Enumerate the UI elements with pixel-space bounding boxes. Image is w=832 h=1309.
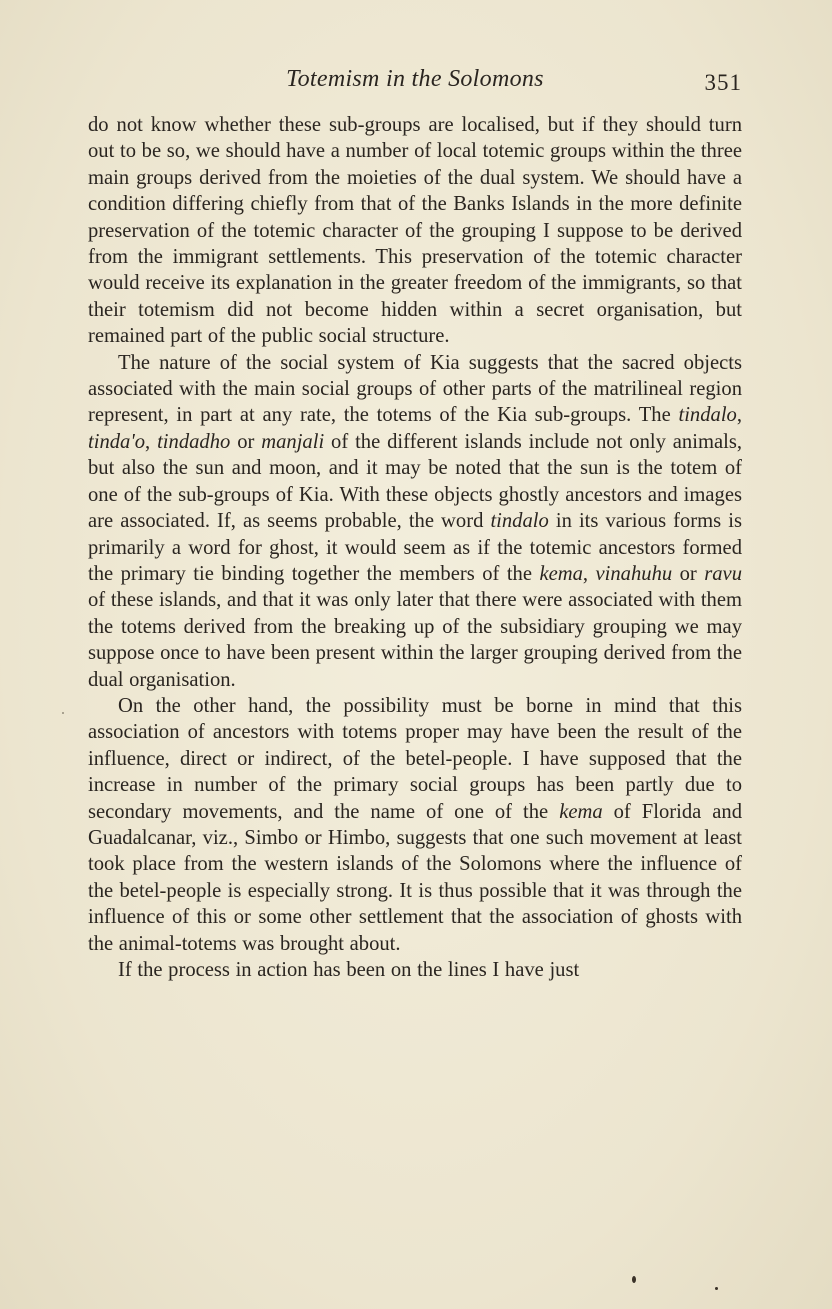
term-tindalo: tindalo bbox=[678, 404, 737, 427]
paragraph-2-text-8: or bbox=[672, 562, 705, 585]
term-ravu: ravu bbox=[704, 562, 742, 585]
paragraph-2-text-7: , bbox=[582, 562, 596, 585]
term-tindalo-2: tindalo bbox=[490, 510, 549, 533]
paragraph-2-text-1: The nature of the social system of Kia suggests that the sacred objects associated with the main social groups of other parts of the matrilineal region represent, in part at any rate, the totems of the Kia sub-groups. The bbox=[88, 351, 742, 427]
running-title: Totemism in the Solomons bbox=[286, 66, 544, 92]
paragraph-3 bbox=[88, 693, 742, 957]
paragraph-2-text-2: , bbox=[736, 404, 742, 427]
print-speck bbox=[715, 1287, 718, 1290]
paragraph-2-text-9: of these islands, and that it was only later that there were associated with them the totems derived from the breaking up of the subsidiary grouping we may suppose once to have been present within the larger grouping derived from the dual organisation. bbox=[88, 589, 742, 691]
paragraph-2-text-5: of the different islands include not only animals, but also the sun and moon, and it may be noted that the sun is the totem of one of the sub-groups of Kia. With these objects ghostly ancestors and images are associated. If, as seems probable, the word bbox=[88, 430, 742, 533]
term-manjali: manjali bbox=[261, 430, 325, 453]
paragraph-3-text-2: of Florida and Guadalcanar, viz., Simbo or Himbo, suggests that one such movement at least took place from the western islands of the Solomons where the influence of the betel-people is especially strong. It is thus possible that it was through the influence of this or some other settlement that the association of ghosts with the animal-totems was brought about. bbox=[88, 800, 742, 955]
paragraph-4: If the process in action has been on the lines I have just bbox=[118, 959, 580, 981]
paragraph-2 bbox=[88, 350, 742, 693]
paragraph-3-text-1: On the other hand, the possibility must be borne in mind that this association of ancestors with totems proper may have been the result of the influence, direct or indirect, of the betel-people. I have supposed that the increase in number of the primary social groups has been partly due to secondary movements, and the name of one of the bbox=[88, 694, 742, 823]
running-head bbox=[88, 66, 742, 98]
page-number: 351 bbox=[704, 70, 742, 95]
paragraph-2-text-3: , bbox=[145, 430, 158, 453]
term-kema: kema bbox=[539, 562, 583, 585]
paragraph-2-text-4: or bbox=[230, 430, 262, 453]
body-text bbox=[88, 112, 742, 983]
print-speck bbox=[62, 712, 64, 714]
term-tindao: tinda'o bbox=[88, 430, 146, 453]
paragraph-1: do not know whether these sub-groups are localised, but if they should turn out to be so, we should have a number of local totemic groups within the three main groups derived from the moieties of the dual system. We should have a condition differing chiefly from that of the Banks Islands in the more definite preservation of the totemic character of the grouping I suppose to be derived from the immigrant settlements. This preservation of the totemic character would receive its explanation in the greater freedom of the immigrants, so that their totemism did not become hidden within a secret organisation, but remained part of the public social structure. bbox=[88, 114, 742, 348]
term-kema-2: kema bbox=[559, 800, 603, 823]
paragraph-2-text-6: in its various forms is primarily a word for ghost, it would seem as if the totemic ancestors formed the primary tie binding together the members of the bbox=[88, 510, 742, 585]
term-tindadho: tindadho bbox=[157, 430, 231, 453]
term-vinahuhu: vinahuhu bbox=[595, 562, 673, 585]
print-speck bbox=[632, 1276, 636, 1283]
